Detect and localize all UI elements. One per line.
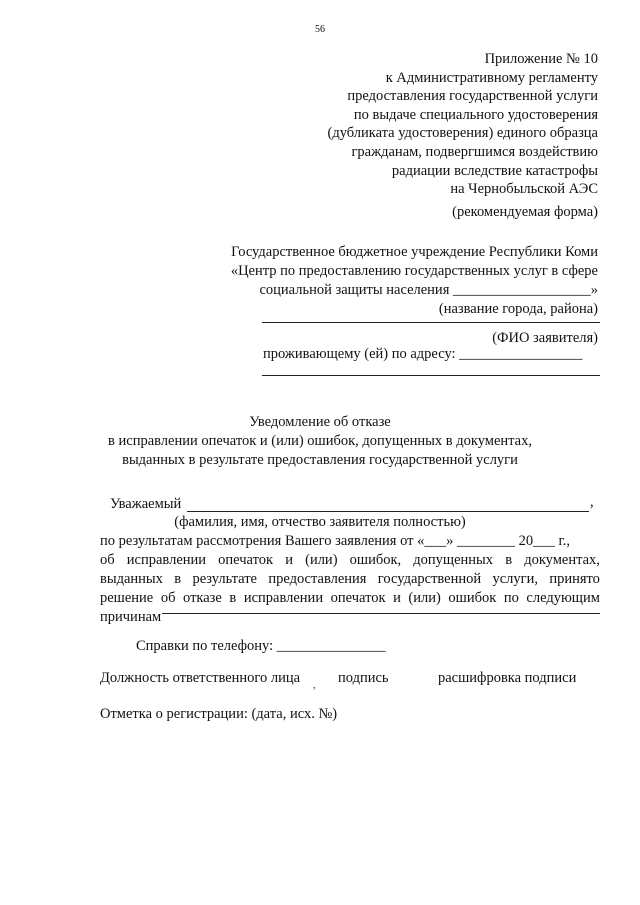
body-word: (или): [305, 552, 338, 568]
appendix-line: к Административному регламенту: [385, 69, 598, 86]
institution-line: Государственное бюджетное учреждение Республики Коми: [231, 244, 598, 260]
body-word: по: [503, 590, 519, 606]
body-word: и: [393, 590, 401, 606]
body-word: услуги,: [492, 571, 538, 587]
body-line: [100, 551, 600, 570]
notice-title-line: выданных в результате предоставления государственной услуги: [122, 452, 518, 468]
body-word: отказе: [183, 590, 222, 606]
appendix-line: (дубликата удостоверения) единого образца: [327, 125, 598, 142]
institution-line: (название города, района): [438, 301, 598, 317]
body-word: ошибок,: [349, 552, 402, 568]
body-line-text: причинам: [100, 609, 162, 625]
body-word: и: [285, 552, 293, 568]
page-number: 56: [315, 24, 325, 35]
institution-line: «Центр по предоставлению государственных услуг в сфере: [230, 263, 598, 279]
body-word: принято: [549, 571, 600, 587]
applicant-fio-line[interactable]: [262, 322, 600, 323]
phone-inquiry: Справки по телефону: _______________: [136, 638, 386, 654]
body-word: исправлении: [243, 590, 324, 606]
appendix-line: гражданам, подвергшимся воздействию: [351, 143, 598, 160]
body-word: государственной: [377, 571, 482, 587]
body-word: ошибок: [448, 590, 497, 606]
body-word: исправлении: [126, 552, 207, 568]
body-word: в: [229, 590, 237, 606]
appendix-line: предоставления государственной услуги: [347, 88, 598, 105]
body-line: [100, 589, 600, 608]
appendix-header: [178, 50, 598, 199]
body-line-text: по результатам рассмотрения Вашего заявления от «___» ________ 20___ г.,: [100, 533, 571, 549]
body-word: опечаток: [218, 552, 274, 568]
signature-decode-label: расшифровка подписи: [438, 670, 577, 686]
appendix-line: на Чернобыльской АЭС: [450, 181, 598, 198]
body-word: (или): [408, 590, 441, 606]
notice-title-line: Уведомление об отказе: [249, 414, 391, 430]
applicant-fio-label: (ФИО заявителя): [492, 330, 598, 346]
official-position-label: Должность ответственного лица: [100, 670, 301, 686]
registration-mark: Отметка о регистрации: (дата, исх. №): [100, 706, 338, 722]
address-label: проживающему (ей) по адресу: _________________: [263, 346, 583, 362]
body-word: документах,: [524, 552, 600, 568]
body-word: решение: [100, 590, 154, 606]
body-line: [100, 532, 600, 551]
body-word: об: [100, 552, 115, 568]
appendix-line: по выдаче специального удостоверения: [353, 106, 598, 123]
body-word: в: [505, 552, 513, 568]
reasons-line[interactable]: [162, 613, 600, 614]
body-word: об: [160, 590, 176, 606]
appendix-line: радиации вследствие катастрофы: [391, 162, 598, 179]
institution-line: социальной защиты населения ___________________»: [259, 282, 598, 298]
body-line: [100, 608, 600, 627]
appendix-line: Приложение № 10: [484, 51, 598, 67]
body-word: выданных: [100, 571, 163, 587]
body-word: предоставления: [268, 571, 367, 587]
salutation-comma: ,: [590, 494, 594, 510]
signature-label: подпись: [338, 670, 389, 686]
body-word: в: [174, 571, 182, 587]
body-word: опечаток: [330, 590, 386, 606]
address-line[interactable]: [262, 375, 600, 376]
body-word: допущенных: [413, 552, 494, 568]
institution-block: [158, 243, 598, 319]
salutation: Уважаемый: [110, 496, 182, 512]
salutation-name-line[interactable]: [187, 511, 589, 512]
notice-title-line: в исправлении опечаток и (или) ошибок, допущенных в документах,: [108, 433, 532, 449]
notice-title: [0, 413, 640, 470]
body-word: следующим: [526, 590, 600, 606]
full-name-label: (фамилия, имя, отчество заявителя полностью): [174, 514, 466, 530]
recommended-form-label: (рекомендуемая форма): [452, 204, 598, 220]
body-line: [100, 570, 600, 589]
body-word: результате: [192, 571, 257, 587]
signature-mark: ,: [313, 680, 316, 691]
